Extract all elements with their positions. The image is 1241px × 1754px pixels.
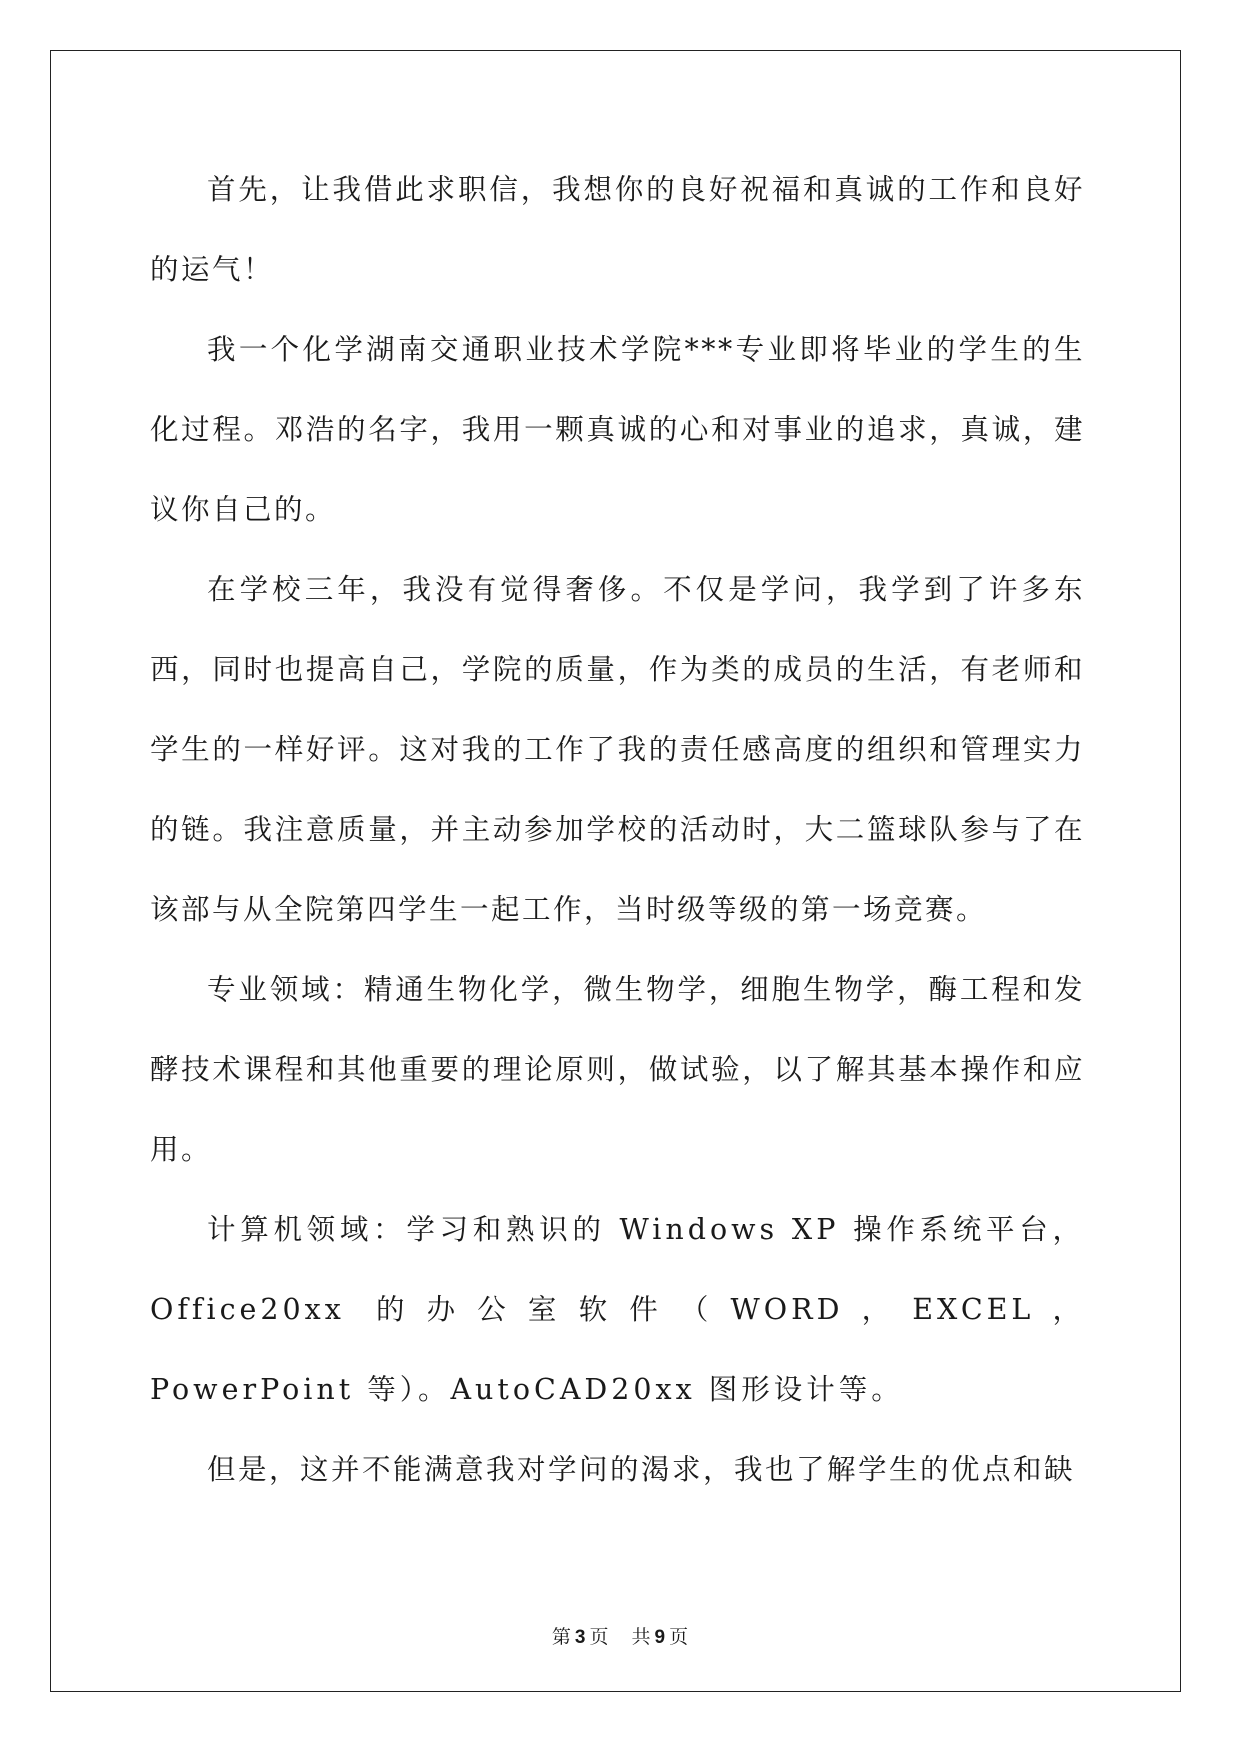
paragraph: 在学校三年，我没有觉得奢侈。不仅是学问，我学到了许多东西，同时也提高自己，学院的质量，作为类的成员的生活，有老师和学生的一样好评。这对我的工作了我的责任感高度的组织和管理实力的链。我注意质量，并主动参加学校的活动时，大二篮球队参与了在该部与从全院第四学生一起工作，当时级等级的第一场竞赛。 [150,573,1085,926]
page-footer [0,1622,1241,1649]
paragraph: 我一个化学湖南交通职业技术学院***专业即将毕业的学生的生化过程。邓浩的名字，我用一颗真诚的心和对事业的追求，真诚，建议你自己的。 [150,333,1085,526]
page-prefix: 第 [551,1626,572,1648]
total-prefix: 共 [631,1626,652,1648]
paragraph: 专业领域：精通生物化学，微生物学，细胞生物学，酶工程和发酵技术课程和其他重要的理论原则，做试验，以了解其基本操作和应用。 [150,973,1085,1166]
page-number: 3 [574,1627,587,1648]
paragraph: 计算机领域：学习和熟识的 Windows XP 操作系统平台，Office20xx 的办公室软件（WORD，EXCEL，PowerPoint 等）。AutoCAD20xx 图形设计等。 [150,1213,1085,1406]
page-suffix: 页 [589,1626,610,1648]
paragraph: 但是，这并不能满意我对学问的渴求，我也了解学生的优点和缺 [207,1453,1076,1486]
total-suffix: 页 [669,1626,690,1648]
document-body [150,150,1085,1510]
paragraph: 首先，让我借此求职信，我想你的良好祝福和真诚的工作和良好的运气！ [150,173,1085,286]
total-pages: 9 [654,1627,667,1648]
